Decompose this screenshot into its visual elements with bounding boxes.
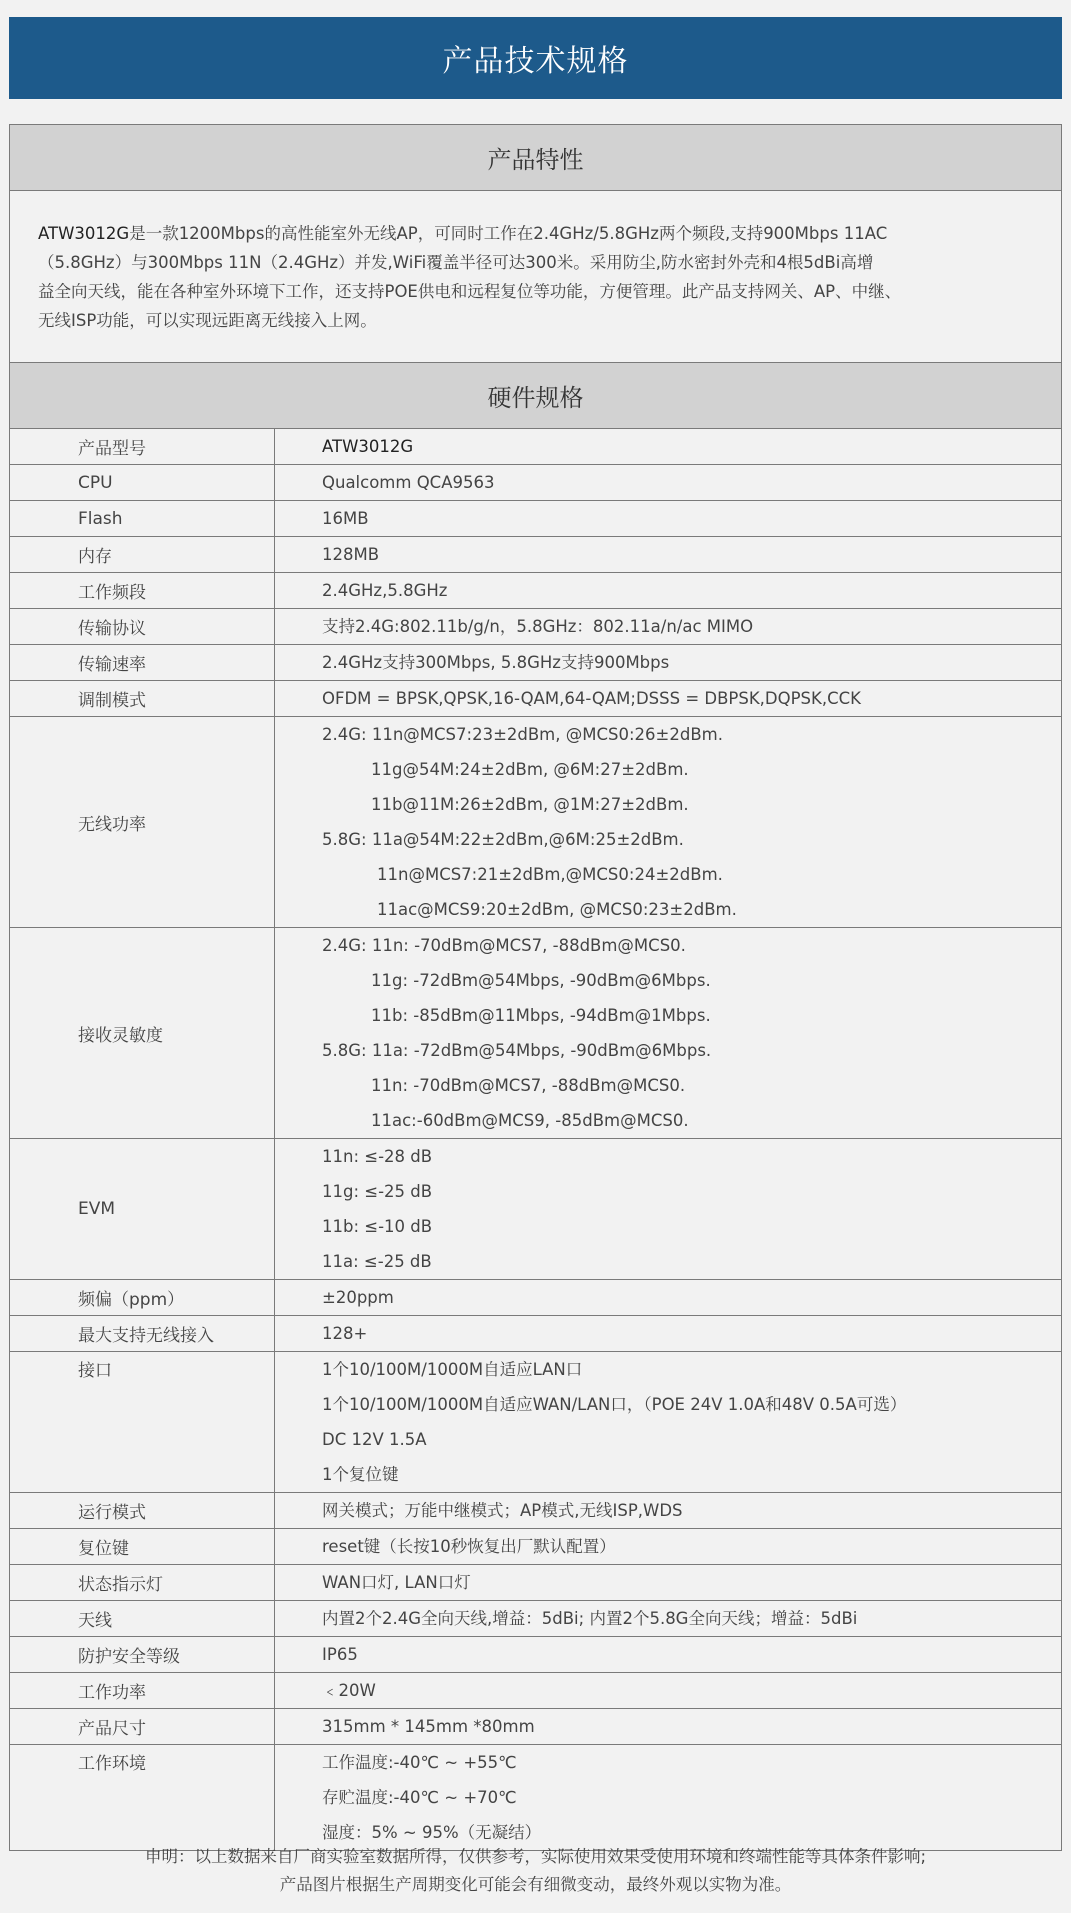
spec-value-line: 网关模式；万能中继模式；AP模式,无线ISP,WDS xyxy=(322,1501,683,1520)
spec-value-line: IP65 xyxy=(322,1645,358,1664)
spec-value-line: 11g: -72dBm@54Mbps, -90dBm@6Mbps. xyxy=(371,971,711,990)
spec-value-line: 11g@54M:24±2dBm, @6M:27±2dBm. xyxy=(371,760,689,779)
spec-label: Flash xyxy=(10,501,275,536)
spec-value-line: 1个10/100M/1000M自适应LAN口 xyxy=(322,1360,583,1379)
spec-value-line: ATW3012G xyxy=(322,437,414,456)
spec-value-line: 5.8G: 11a@54M:22±2dBm,@6M:25±2dBm. xyxy=(322,830,684,849)
spec-label: 产品型号 xyxy=(10,429,275,464)
disclaimer-line-1: 申明：以上数据来自厂商实验室数据所得，仅供参考，实际使用效果受使用环境和终端性能等具体条件影响; xyxy=(144,1847,927,1866)
spec-value xyxy=(275,537,1061,572)
spec-label: 工作功率 xyxy=(10,1673,275,1708)
spec-value xyxy=(275,501,1061,536)
spec-label: 最大支持无线接入 xyxy=(10,1316,275,1351)
spec-label: CPU xyxy=(10,465,275,500)
spec-value-line: 存贮温度:-40℃ ~ +70℃ xyxy=(322,1788,517,1807)
spec-label: 产品尺寸 xyxy=(10,1709,275,1744)
spec-row-band xyxy=(10,573,1061,609)
spec-value-line: 11n: -70dBm@MCS7, -88dBm@MCS0. xyxy=(371,1076,686,1095)
spec-row-indicators xyxy=(10,1565,1061,1601)
spec-value xyxy=(275,573,1061,608)
spec-value xyxy=(275,1565,1061,1600)
spec-value xyxy=(275,1745,1061,1850)
spec-value-line: 11b: -85dBm@11Mbps, -94dBm@1Mbps. xyxy=(371,1006,711,1025)
spec-value xyxy=(275,1280,1061,1315)
spec-value xyxy=(275,1601,1061,1636)
spec-row-operation-mode xyxy=(10,1493,1061,1529)
spec-value xyxy=(275,609,1061,644)
spec-label: 接口 xyxy=(10,1352,275,1492)
spec-row-memory xyxy=(10,537,1061,573)
spec-value xyxy=(275,1352,1061,1492)
spec-row-modulation xyxy=(10,681,1061,717)
page-title-banner xyxy=(9,17,1062,99)
spec-value xyxy=(275,429,1061,464)
spec-row-max-clients xyxy=(10,1316,1061,1352)
features-line-4: 无线ISP功能，可以实现远距离无线接入上网。 xyxy=(38,311,377,330)
spec-value-line: ±20ppm xyxy=(322,1288,394,1307)
spec-value-line: DC 12V 1.5A xyxy=(322,1430,427,1449)
spec-value-line: 128+ xyxy=(322,1324,368,1343)
spec-value-line: Qualcomm QCA9563 xyxy=(322,473,495,492)
spec-value-line: 11g: ≤-25 dB xyxy=(322,1182,433,1201)
spec-value xyxy=(275,1529,1061,1564)
spec-value-line: OFDM = BPSK,QPSK,16-QAM,64-QAM;DSSS = DBPSK,DQPSK,CCK xyxy=(322,689,861,708)
features-description xyxy=(10,191,1061,363)
spec-label: 工作环境 xyxy=(10,1745,275,1850)
spec-value-line: 16MB xyxy=(322,509,369,528)
spec-row-freq-offset xyxy=(10,1280,1061,1316)
spec-row-evm xyxy=(10,1139,1061,1280)
hardware-section-title: 硬件规格 xyxy=(487,384,584,412)
spec-row-tx-power xyxy=(10,717,1061,928)
spec-value-line: 11n: ≤-28 dB xyxy=(322,1147,433,1166)
features-section-title: 产品特性 xyxy=(487,146,584,174)
spec-value xyxy=(275,1673,1061,1708)
features-section-header xyxy=(10,125,1061,191)
spec-row-protocol xyxy=(10,609,1061,645)
spec-label: 工作频段 xyxy=(10,573,275,608)
spec-value-line: 2.4GHz,5.8GHz xyxy=(322,581,448,600)
spec-value-line: 内置2个2.4G全向天线,增益：5dBi; 内置2个5.8G全向天线；增益：5dBi xyxy=(322,1609,858,1628)
spec-row-interfaces xyxy=(10,1352,1061,1493)
spec-row-antenna xyxy=(10,1601,1061,1637)
spec-label: 运行模式 xyxy=(10,1493,275,1528)
spec-row-environment xyxy=(10,1745,1061,1850)
spec-label: 内存 xyxy=(10,537,275,572)
spec-value-line: 1个10/100M/1000M自适应WAN/LAN口，（POE 24V 1.0A和48V 0.5A可选） xyxy=(322,1395,907,1414)
spec-value-line: 11b: ≤-10 dB xyxy=(322,1217,433,1236)
spec-value xyxy=(275,1139,1061,1279)
spec-value-line: 2.4G: 11n: -70dBm@MCS7, -88dBm@MCS0. xyxy=(322,936,686,955)
spec-value xyxy=(275,465,1061,500)
features-model-name: ATW3012G xyxy=(38,224,130,243)
hardware-spec-table xyxy=(10,429,1061,1850)
spec-label: 防护安全等级 xyxy=(10,1637,275,1672)
spec-label: 接收灵敏度 xyxy=(10,928,275,1138)
spec-row-dimensions xyxy=(10,1709,1061,1745)
spec-value xyxy=(275,681,1061,716)
spec-label: 调制模式 xyxy=(10,681,275,716)
hardware-section-header xyxy=(10,363,1061,429)
spec-row-cpu xyxy=(10,465,1061,501)
spec-label: 状态指示灯 xyxy=(10,1565,275,1600)
spec-value-line: 2.4GHz支持300Mbps, 5.8GHz支持900Mbps xyxy=(322,653,670,672)
disclaimer-line-2: 产品图片根据生产周期变化可能会有细微变动，最终外观以实物为准。 xyxy=(279,1875,792,1894)
spec-label: 频偏（ppm） xyxy=(10,1280,275,1315)
spec-value-line: 128MB xyxy=(322,545,380,564)
features-line-1: ATW3012G是一款1200Mbps的高性能室外无线AP，可同时工作在2.4GHz/5.8GHz两个频段,支持900Mbps 11AC xyxy=(38,224,888,243)
spec-row-model xyxy=(10,429,1061,465)
spec-frame xyxy=(9,124,1062,1851)
spec-value-line: reset键（长按10秒恢复出厂默认配置） xyxy=(322,1537,616,1556)
spec-value-line: 11b@11M:26±2dBm, @1M:27±2dBm. xyxy=(371,795,689,814)
spec-label: 传输速率 xyxy=(10,645,275,680)
spec-value xyxy=(275,928,1061,1138)
spec-value xyxy=(275,1316,1061,1351)
spec-value-line: WAN口灯, LAN口灯 xyxy=(322,1573,471,1592)
features-line-3: 益全向天线，能在各种室外环境下工作，还支持POE供电和远程复位等功能，方便管理。此产品支持网关、AP、中继、 xyxy=(38,282,902,301)
spec-value-line: ﹤20W xyxy=(322,1681,376,1700)
spec-value-line: 11a: ≤-25 dB xyxy=(322,1252,432,1271)
spec-value xyxy=(275,1709,1061,1744)
spec-value-line: 11n@MCS7:21±2dBm,@MCS0:24±2dBm. xyxy=(377,865,723,884)
spec-value-line: 1个复位键 xyxy=(322,1465,399,1484)
spec-row-rate xyxy=(10,645,1061,681)
features-line-2: （5.8GHz）与300Mbps 11N（2.4GHz）并发,WiFi覆盖半径可达300米。采用防尘,防水密封外壳和4根5dBi高增 xyxy=(38,253,874,272)
spec-value-line: 315mm * 145mm *80mm xyxy=(322,1717,535,1736)
page-title: 产品技术规格 xyxy=(442,44,629,79)
spec-row-flash xyxy=(10,501,1061,537)
spec-label: 复位键 xyxy=(10,1529,275,1564)
spec-value xyxy=(275,645,1061,680)
spec-row-reset-key xyxy=(10,1529,1061,1565)
spec-value xyxy=(275,717,1061,927)
spec-label: 无线功率 xyxy=(10,717,275,927)
spec-value-line: 湿度：5% ~ 95%（无凝结） xyxy=(322,1823,542,1842)
spec-row-rx-sensitivity xyxy=(10,928,1061,1139)
spec-value-line: 支持2.4G:802.11b/g/n，5.8GHz：802.11a/n/ac MIMO xyxy=(322,617,754,636)
spec-label: 传输协议 xyxy=(10,609,275,644)
disclaimer-note xyxy=(0,1843,1071,1899)
spec-value-line: 11ac:-60dBm@MCS9, -85dBm@MCS0. xyxy=(371,1111,689,1130)
spec-value-line: 2.4G: 11n@MCS7:23±2dBm, @MCS0:26±2dBm. xyxy=(322,725,723,744)
spec-value-line: 工作温度:-40℃ ~ +55℃ xyxy=(322,1753,517,1772)
spec-label: 天线 xyxy=(10,1601,275,1636)
spec-value-line: 11ac@MCS9:20±2dBm, @MCS0:23±2dBm. xyxy=(377,900,737,919)
spec-row-protection-rating xyxy=(10,1637,1061,1673)
spec-value-line: 5.8G: 11a: -72dBm@54Mbps, -90dBm@6Mbps. xyxy=(322,1041,712,1060)
spec-label: EVM xyxy=(10,1139,275,1279)
spec-value xyxy=(275,1493,1061,1528)
spec-row-power-consumption xyxy=(10,1673,1061,1709)
spec-value xyxy=(275,1637,1061,1672)
